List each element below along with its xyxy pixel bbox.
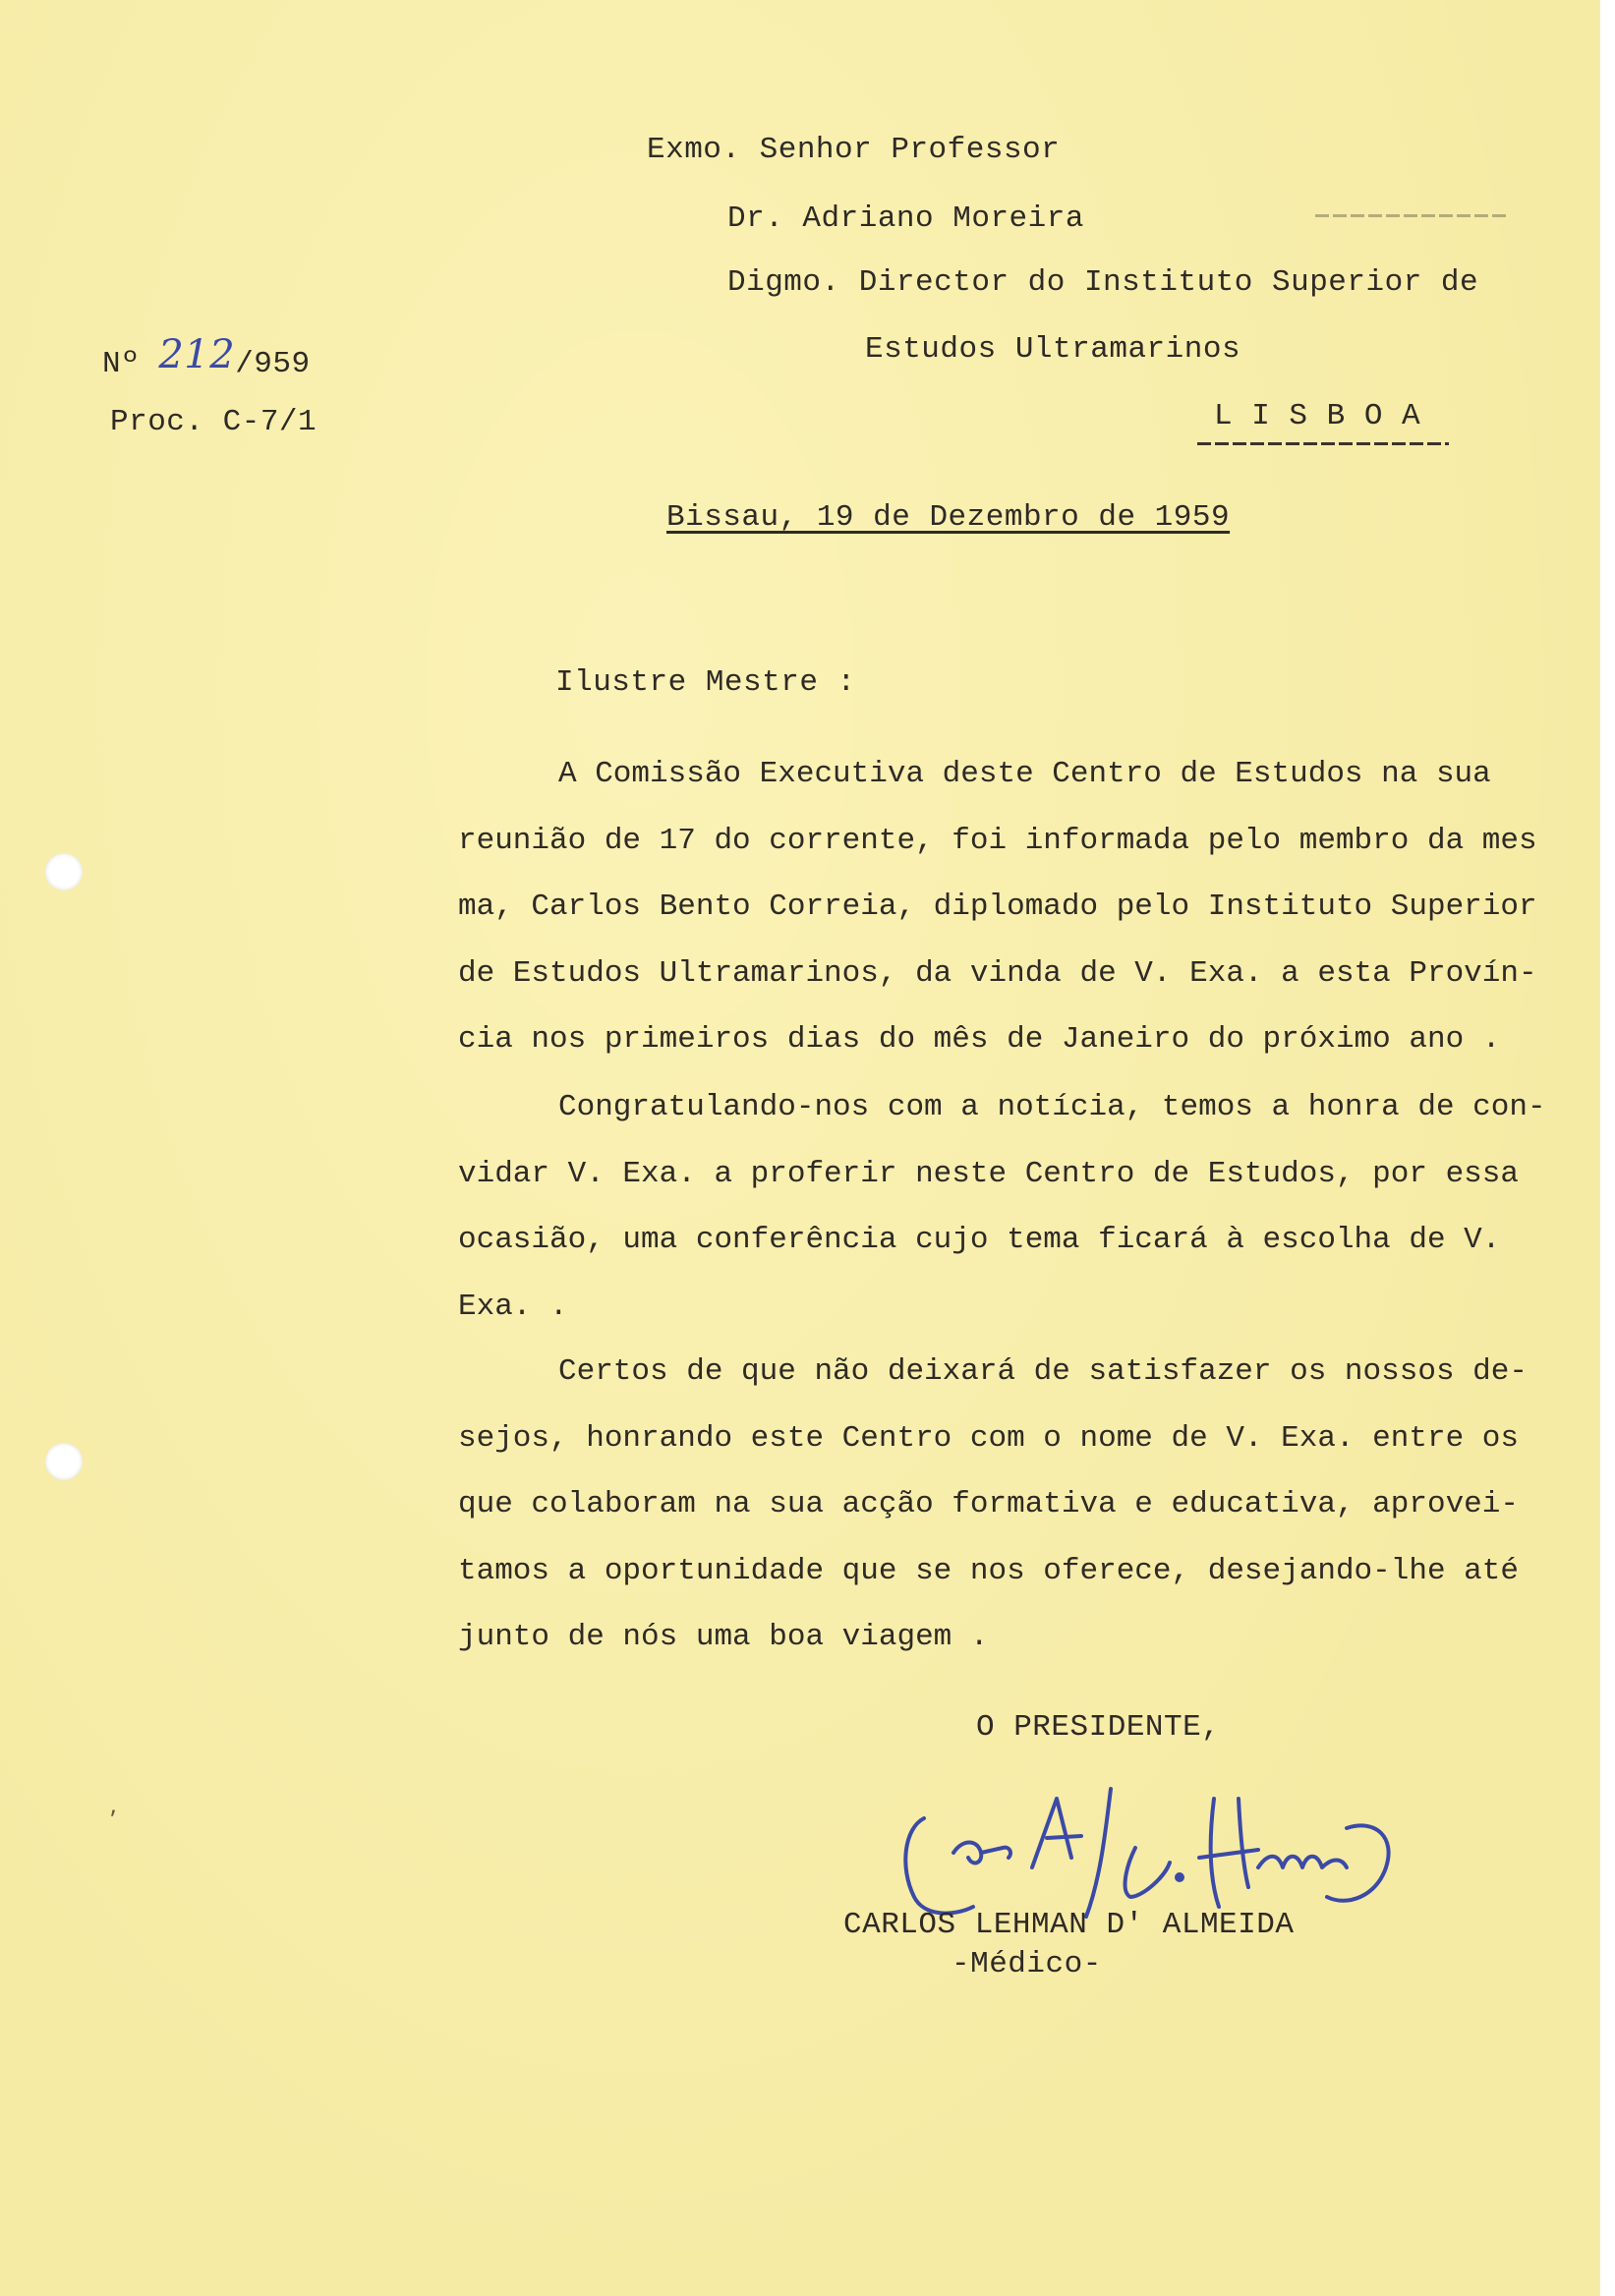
body-paragraph-1 [458,741,1598,1073]
faint-dash-line [1315,214,1510,217]
paragraph-1-line-5: cia nos primeiros dias do mês de Janeiro do próximo ano . [458,1022,1501,1057]
recipient-line-3: Digmo. Director do Instituto Superior de [727,265,1479,300]
paragraph-1-line-4: de Estudos Ultramarinos, da vinda de V. Exa. a esta Provín- [458,955,1537,991]
salutation: Ilustre Mestre : [555,665,856,700]
body-paragraph-3 [458,1339,1598,1671]
paragraph-3-line-4: tamos a oportunidade que se nos oferece, desejando-lhe até [458,1553,1519,1588]
reference-number [102,332,311,381]
recipient-line-1: Exmo. Senhor Professor [647,133,1061,167]
margin-ink-mark: ⸴ [110,1795,118,1824]
paragraph-3-line-3: que colaboram na sua acção formativa e educativa, aprovei- [458,1487,1519,1521]
recipient-city: L I S B O A [1214,399,1421,433]
body-paragraph-2 [458,1074,1598,1340]
reference-number-handwritten: 212 [158,332,236,377]
paragraph-2-line-1: Congratulando-nos com a notícia, temos a honra de con- [558,1090,1546,1124]
reference-number-prefix: Nº [102,347,141,381]
recipient-line-4: Estudos Ultramarinos [865,332,1241,367]
reference-number-suffix: /959 [235,347,311,381]
punch-hole-top [45,853,83,890]
signatory-name: CARLOS LEHMAN D' ALMEIDA [843,1908,1295,1942]
paragraph-3-line-1: Certos de que não deixará de satisfazer os nossos de- [558,1354,1528,1389]
punch-hole-bottom [45,1443,83,1480]
reference-proc: Proc. C-7/1 [110,405,317,439]
paragraph-1-line-2: reunião de 17 do corrente, foi informada pelo membro da mes [458,823,1537,858]
recipient-line-2: Dr. Adriano Moreira [727,201,1084,236]
closing-title: O PRESIDENTE, [976,1710,1221,1745]
paragraph-1-line-1: A Comissão Executiva deste Centro de Estudos na sua [558,757,1491,791]
paragraph-3-line-5: junto de nós uma boa viagem . [458,1620,989,1654]
paragraph-2-line-3: ocasião, uma conferência cujo tema ficará à escolha de V. [458,1223,1501,1257]
paragraph-2-line-2: vidar V. Exa. a proferir neste Centro de Estudos, por essa [458,1156,1519,1191]
paragraph-1-line-3: ma, Carlos Bento Correia, diplomado pelo Instituto Superior [458,890,1537,924]
dateline: Bissau, 19 de Dezembro de 1959 [666,500,1231,535]
paragraph-2-line-4: Exa. . [458,1289,568,1324]
city-underline [1197,442,1449,445]
signatory-role: -Médico- [952,1947,1102,1981]
paragraph-3-line-2: sejos, honrando este Centro com o nome de V. Exa. entre os [458,1420,1519,1456]
